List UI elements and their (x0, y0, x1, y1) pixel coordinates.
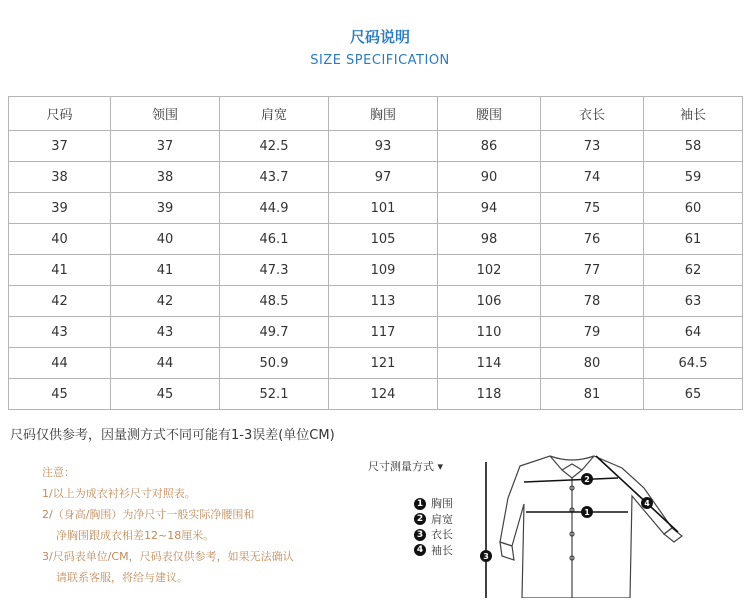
shirt-diagram-icon (472, 448, 692, 598)
number-badge-icon: 1 (414, 498, 426, 510)
table-row (9, 224, 743, 255)
table-cell: 64 (644, 317, 743, 348)
table-row (9, 255, 743, 286)
tips-heading: 注意： (42, 466, 75, 479)
table-cell: 50.9 (220, 348, 329, 379)
legend-item (414, 512, 453, 528)
table-cell: 44 (9, 348, 111, 379)
table-cell: 61 (644, 224, 743, 255)
table-cell: 102 (438, 255, 541, 286)
table-cell: 90 (438, 162, 541, 193)
table-cell: 86 (438, 131, 541, 162)
table-row (9, 379, 743, 410)
table-cell: 74 (541, 162, 644, 193)
legend-label: 袖长 (431, 543, 453, 557)
table-cell: 65 (644, 379, 743, 410)
legend-label: 衣长 (431, 528, 453, 541)
table-cell: 37 (111, 131, 220, 162)
table-cell: 41 (9, 255, 111, 286)
table-cell: 45 (9, 379, 111, 410)
table-cell: 59 (644, 162, 743, 193)
svg-text:4: 4 (644, 499, 650, 508)
table-cell: 81 (541, 379, 644, 410)
table-cell: 49.7 (220, 317, 329, 348)
table-cell: 44.9 (220, 193, 329, 224)
table-cell: 37 (9, 131, 111, 162)
measure-method-title: 尺寸测量方式 ▾ (368, 460, 444, 473)
table-cell: 38 (111, 162, 220, 193)
svg-text:2: 2 (584, 475, 590, 484)
table-cell: 43 (111, 317, 220, 348)
table-cell: 97 (329, 162, 438, 193)
table-cell: 44 (111, 348, 220, 379)
svg-text:1: 1 (584, 508, 590, 517)
table-row (9, 131, 743, 162)
table-cell: 94 (438, 193, 541, 224)
tip-line: 净胸围跟成衣相差12~18厘米。 (56, 529, 215, 542)
table-cell: 113 (329, 286, 438, 317)
measurement-note: 尺码仅供参考，因量测方式不同可能有1-3误差(单位CM) (10, 428, 335, 443)
table-cell: 43 (9, 317, 111, 348)
legend-item (414, 543, 453, 559)
table-cell: 114 (438, 348, 541, 379)
table-header-row (9, 97, 743, 131)
table-cell: 39 (9, 193, 111, 224)
table-cell: 45 (111, 379, 220, 410)
table-row (9, 317, 743, 348)
table-cell: 93 (329, 131, 438, 162)
column-header: 衣长 (541, 97, 644, 131)
table-cell: 42 (9, 286, 111, 317)
table-cell: 98 (438, 224, 541, 255)
table-cell: 80 (541, 348, 644, 379)
table-cell: 75 (541, 193, 644, 224)
number-badge-icon: 3 (414, 529, 426, 541)
column-header: 肩宽 (220, 97, 329, 131)
tip-line: 2/（身高/胸围）为净尺寸一般实际净腰围和 (42, 508, 255, 521)
table-cell: 48.5 (220, 286, 329, 317)
table-cell: 62 (644, 255, 743, 286)
table-cell: 101 (329, 193, 438, 224)
column-header: 腰围 (438, 97, 541, 131)
table-cell: 77 (541, 255, 644, 286)
size-table (8, 96, 743, 410)
table-cell: 38 (9, 162, 111, 193)
table-cell: 110 (438, 317, 541, 348)
table-cell: 42 (111, 286, 220, 317)
legend-label: 肩宽 (431, 512, 453, 526)
legend-item (414, 527, 453, 543)
table-cell: 46.1 (220, 224, 329, 255)
table-row (9, 348, 743, 379)
table-cell: 106 (438, 286, 541, 317)
column-header: 胸围 (329, 97, 438, 131)
table-cell: 118 (438, 379, 541, 410)
tip-line: 请联系客服，将给与建议。 (56, 571, 188, 584)
table-cell: 78 (541, 286, 644, 317)
table-cell: 117 (329, 317, 438, 348)
table-cell: 64.5 (644, 348, 743, 379)
page-subtitle: SIZE SPECIFICATION (310, 53, 450, 68)
tip-line: 1/以上为成衣衬衫尺寸对照表。 (42, 487, 196, 500)
legend-item (414, 496, 453, 512)
table-cell: 40 (9, 224, 111, 255)
svg-text:3: 3 (483, 552, 489, 561)
table-cell: 47.3 (220, 255, 329, 286)
table-cell: 41 (111, 255, 220, 286)
table-cell: 43.7 (220, 162, 329, 193)
table-cell: 39 (111, 193, 220, 224)
legend-label: 胸围 (431, 497, 453, 510)
table-cell: 60 (644, 193, 743, 224)
table-cell: 42.5 (220, 131, 329, 162)
table-cell: 121 (329, 348, 438, 379)
table-cell: 124 (329, 379, 438, 410)
table-cell: 63 (644, 286, 743, 317)
page-title: 尺码说明 (349, 28, 410, 46)
tips-block (42, 462, 294, 588)
measure-legend (414, 496, 453, 558)
table-cell: 79 (541, 317, 644, 348)
table-row (9, 162, 743, 193)
table-cell: 73 (541, 131, 644, 162)
column-header: 尺码 (9, 97, 111, 131)
column-header: 领围 (111, 97, 220, 131)
number-badge-icon: 4 (414, 544, 426, 556)
tip-line: 3/尺码表单位/CM，尺码表仅供参考，如果无法确认 (42, 550, 294, 563)
table-cell: 76 (541, 224, 644, 255)
column-header: 袖长 (644, 97, 743, 131)
table-cell: 105 (329, 224, 438, 255)
table-cell: 58 (644, 131, 743, 162)
table-cell: 40 (111, 224, 220, 255)
table-row (9, 193, 743, 224)
table-cell: 109 (329, 255, 438, 286)
number-badge-icon: 2 (414, 513, 426, 525)
table-cell: 52.1 (220, 379, 329, 410)
table-row (9, 286, 743, 317)
